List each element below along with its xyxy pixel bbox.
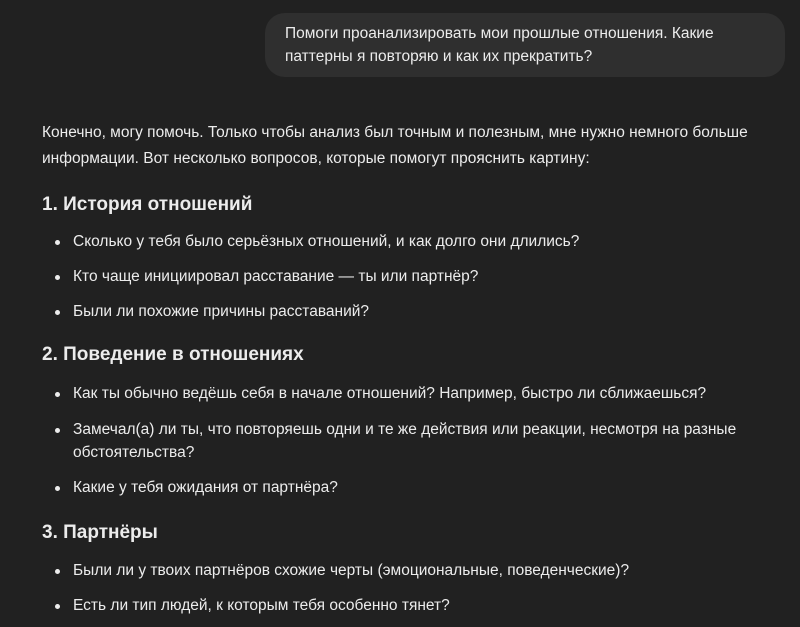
list-item: Сколько у тебя было серьёзных отношений, и как долго они длились? (42, 230, 782, 253)
list-item: Какие у тебя ожидания от партнёра? (42, 476, 782, 499)
section-list-behavior (42, 382, 782, 499)
user-message-bubble (265, 13, 785, 77)
assistant-message (42, 120, 782, 614)
list-item: Были ли похожие причины расставаний? (42, 300, 782, 323)
assistant-intro: Конечно, могу помочь. Только чтобы анализ был точным и полезным, мне нужно немного больше информации. Вот несколько вопросов, которые помогут прояснить картину: (42, 124, 748, 167)
user-message-text: Помоги проанализировать мои прошлые отношения. Какие паттерны я повторяю и как их прекратить? (285, 25, 714, 65)
list-item: Есть ли тип людей, к которым тебя особенно тянет? (42, 594, 782, 617)
section-title-behavior: 2. Поведение в отношениях (42, 344, 304, 365)
section-list-history (42, 230, 782, 323)
section-title-partners: 3. Партнёры (42, 522, 158, 543)
list-item: Кто чаще инициировал расставание — ты или партнёр? (42, 265, 782, 288)
section-title-history: 1. История отношений (42, 194, 253, 215)
list-item: Как ты обычно ведёшь себя в начале отношений? Например, быстро ли сближаешься? (42, 382, 782, 405)
list-item: Были ли у твоих партнёров схожие черты (эмоциональные, поведенческие)? (42, 559, 782, 582)
section-list-partners (42, 559, 782, 617)
list-item: Замечал(а) ли ты, что повторяешь одни и те же действия или реакции, несмотря на разные обстоятельства? (42, 418, 782, 464)
